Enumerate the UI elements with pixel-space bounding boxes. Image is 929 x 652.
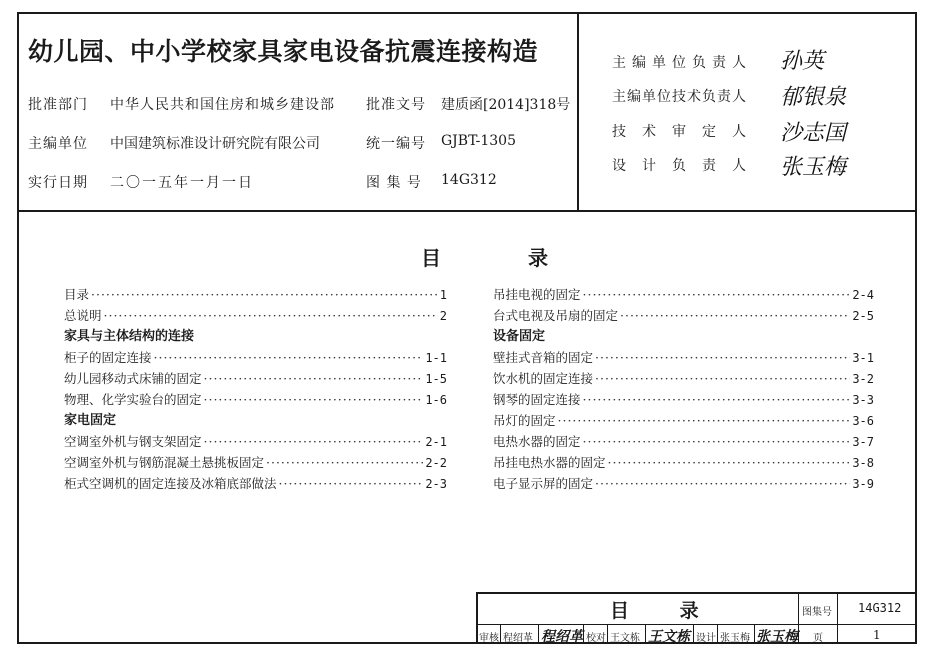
page-label: 页 [813, 633, 823, 644]
toc-entry-label: 总说明 [64, 308, 102, 323]
toc-entry-label: 吊挂电视的固定 [493, 287, 581, 302]
toc-leader-dots [91, 284, 438, 305]
toc-entry-page: 2-3 [425, 477, 447, 491]
reviewer-signature: 程绍革 [541, 629, 583, 645]
toc-entry[interactable] [493, 473, 874, 494]
toc-entry-label: 电热水器的固定 [493, 434, 581, 449]
toc-entry-label: 物理、化学实验台的固定 [64, 392, 202, 407]
atlas-no-label: 图 集 号 [366, 175, 422, 191]
effective-date-label: 实行日期 [28, 175, 88, 191]
resp-label-chief-unit: 主编单位负责人 [612, 55, 752, 71]
editor-unit-label: 主编单位 [28, 136, 88, 152]
toc-leader-dots [104, 305, 438, 326]
approval-doc-value: 建质函[2014]318号 [441, 97, 571, 113]
toc-leader-dots [279, 473, 424, 494]
editor-unit-value: 中国建筑标准设计研究院有限公司 [110, 136, 320, 152]
toc-entry[interactable] [493, 368, 874, 389]
page-value: 1 [873, 628, 881, 642]
toc-entry-label: 空调室外机与钢筋混凝土悬挑板固定 [64, 455, 265, 470]
check-label: 校对 [586, 633, 606, 644]
toc-entry-page: 2-2 [425, 456, 447, 470]
checker-signature: 王文栋 [648, 629, 690, 645]
toc-entry-label: 目录 [64, 287, 90, 302]
toc-left-column [64, 284, 447, 494]
toc-entry-label: 吊挂电热水器的固定 [493, 455, 606, 470]
resp-label-technical-review: 技术审定人 [612, 124, 762, 140]
cell-border [607, 625, 608, 644]
toc-entry[interactable] [64, 347, 447, 368]
reviewer-name: 程绍革 [503, 633, 533, 644]
signature-design-lead: 张玉梅 [780, 155, 847, 180]
toc-entry-page: 2-4 [852, 288, 874, 302]
design-label: 设计 [696, 633, 716, 644]
effective-date-value: 二〇一五年一月一日 [110, 175, 254, 191]
cell-border [754, 625, 755, 644]
cell-border [583, 625, 584, 644]
toc-entry[interactable] [493, 410, 874, 431]
toc-entry-page: 1-5 [425, 372, 447, 386]
toc-entry-page: 1-1 [425, 351, 447, 365]
toc-entry[interactable] [493, 347, 874, 368]
toc-leader-dots [595, 368, 850, 389]
toc-entry-label: 幼儿园移动式床铺的固定 [64, 371, 202, 386]
toc-entry[interactable] [493, 431, 874, 452]
toc-entry-page: 2-5 [852, 309, 874, 323]
toc-leader-dots [154, 347, 424, 368]
resp-label-tech-lead: 主编单位技术负责人 [612, 89, 747, 105]
toc-entry[interactable] [64, 368, 447, 389]
atlas-title: 幼儿园、中小学校家具家电设备抗震连接构造 [28, 37, 539, 66]
toc-entry-page: 1 [439, 288, 447, 302]
toc-entry[interactable] [64, 431, 447, 452]
toc-entry-label: 钢琴的固定连接 [493, 392, 581, 407]
toc-leader-dots [620, 305, 850, 326]
toc-leader-dots [608, 452, 851, 473]
resp-label-design-lead: 设计负责人 [612, 158, 762, 174]
toc-entry-page: 3-8 [852, 456, 874, 470]
unified-no-label: 统一编号 [366, 136, 426, 152]
cell-border [500, 625, 501, 644]
toc-entry[interactable] [64, 284, 447, 305]
toc-entry[interactable] [493, 389, 874, 410]
toc-entry[interactable] [493, 305, 874, 326]
toc-entry-label: 柜子的固定连接 [64, 350, 152, 365]
toc-entry-label: 饮水机的固定连接 [493, 371, 594, 386]
title-block-vline [837, 592, 838, 644]
toc-entry[interactable] [493, 452, 874, 473]
signature-chief-unit: 孙英 [780, 49, 825, 74]
toc-leader-dots [558, 410, 851, 431]
atlas-no-value: 14G312 [858, 601, 902, 615]
signature-technical-review: 沙志国 [780, 121, 847, 146]
toc-leader-dots [595, 347, 850, 368]
toc-entry-label: 台式电视及吊扇的固定 [493, 308, 619, 323]
toc-entry-page: 3-3 [852, 393, 874, 407]
toc-section-heading: 家具与主体结构的连接 [64, 329, 195, 344]
toc-entry[interactable] [493, 284, 874, 305]
title-block-divider [476, 624, 917, 625]
toc-entry-page: 2 [439, 309, 447, 323]
toc-leader-dots [204, 389, 424, 410]
unified-no-value: GJBT-1305 [441, 133, 516, 149]
toc-section-heading: 家电固定 [64, 413, 117, 428]
designer-name: 张玉梅 [720, 633, 750, 644]
toc-leader-dots [204, 368, 424, 389]
header-vertical-divider [577, 12, 579, 211]
designer-signature: 张玉梅 [756, 629, 798, 645]
toc-entry-page: 3-2 [852, 372, 874, 386]
toc-entry[interactable] [64, 305, 447, 326]
sheet-title: 目 录 [610, 600, 721, 622]
toc-leader-dots [583, 284, 851, 305]
toc-entry[interactable] [64, 473, 447, 494]
toc-entry-page: 3-1 [852, 351, 874, 365]
atlas-no-value: 14G312 [441, 172, 497, 188]
toc-entry-page: 3-6 [852, 414, 874, 428]
signature-tech-lead: 郁银泉 [780, 85, 847, 110]
checker-name: 王文栋 [610, 633, 640, 644]
toc-entry[interactable] [64, 452, 447, 473]
atlas-no-label: 图集号 [802, 607, 832, 618]
toc-entry-page: 1-6 [425, 393, 447, 407]
toc-right-column [493, 284, 874, 494]
toc-leader-dots [204, 431, 424, 452]
toc-leader-dots [595, 473, 850, 494]
toc-section-heading: 设备固定 [493, 329, 546, 344]
cell-border [717, 625, 718, 644]
toc-leader-dots [583, 431, 851, 452]
approval-doc-label: 批准文号 [366, 97, 426, 113]
cell-border [645, 625, 646, 644]
toc-entry-page: 3-9 [852, 477, 874, 491]
header-divider [17, 210, 917, 212]
cell-border [538, 625, 539, 644]
toc-entry[interactable] [64, 389, 447, 410]
toc-entry-page: 3-7 [852, 435, 874, 449]
approval-dept-value: 中华人民共和国住房和城乡建设部 [110, 97, 335, 113]
toc-title: 目 录 [421, 246, 588, 270]
approval-dept-label: 批准部门 [28, 97, 88, 113]
review-label: 审核 [479, 633, 499, 644]
toc-leader-dots [266, 452, 423, 473]
toc-entry-label: 吊灯的固定 [493, 413, 556, 428]
title-block-vline [798, 592, 799, 644]
toc-entry-label: 壁挂式音箱的固定 [493, 350, 594, 365]
cell-border [693, 625, 694, 644]
toc-leader-dots [583, 389, 851, 410]
toc-entry-label: 空调室外机与钢支架固定 [64, 434, 202, 449]
toc-entry-label: 电子显示屏的固定 [493, 476, 594, 491]
toc-entry-page: 2-1 [425, 435, 447, 449]
toc-entry-label: 柜式空调机的固定连接及冰箱底部做法 [64, 476, 277, 491]
